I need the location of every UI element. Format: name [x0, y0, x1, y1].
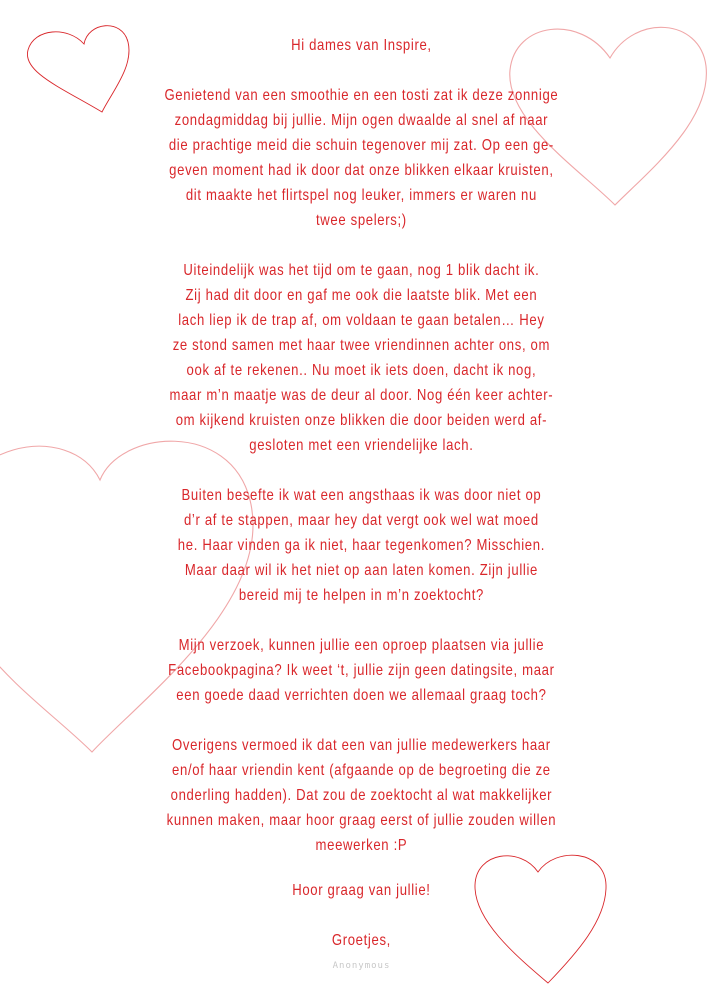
signoff: Groetjes, — [331, 932, 391, 949]
paragraph-line: Uiteindelijk was het tijd om te gaan, nog 1 blik dacht ik. — [183, 262, 540, 279]
paragraph-line: maar m’n maatje was de deur al door. Nog één keer achter- — [169, 387, 554, 404]
paragraph-line: bereid mij te helpen in m’n zoektocht? — [238, 587, 484, 604]
paragraph-line: gesloten met een vriendelijke lach. — [249, 437, 474, 454]
paragraph-line: een goede daad verrichten doen we allemaal graag toch? — [176, 687, 547, 704]
paragraph-line: meewerken :P — [315, 837, 408, 854]
paragraph-line: onderling hadden). Dat zou de zoektocht al wat makkelijker — [170, 787, 553, 804]
paragraph-line: die prachtige meid die schuin tegenover mij zat. Op een ge- — [168, 137, 554, 154]
closing-line: Hoor graag van jullie! — [292, 882, 431, 899]
paragraph-line: Maar daar wil ik het niet op aan laten komen. Zijn jullie — [184, 562, 538, 579]
paragraph-line: Facebookpagina? Ik weet ‘t, jullie zijn geen datingsite, maar — [168, 662, 555, 679]
paragraph-line: d’r af te stappen, maar hey dat vergt ook wel wat moed — [183, 512, 539, 529]
paragraph-line: om kijkend kruisten onze blikken die door beiden werd af- — [175, 412, 548, 429]
paragraph-line: en/of haar vriendin kent (afgaande op de begroeting die ze — [172, 762, 551, 779]
paragraph-line: geven moment had ik door dat onze blikken elkaar kruisten, — [169, 162, 554, 179]
signature: Anonymous — [332, 961, 391, 971]
paragraph-line: zondagmiddag bij jullie. Mijn ogen dwaalde al snel af naar — [174, 112, 549, 129]
paragraph-line: dit maakte het flirtspel nog leuker, immers er waren nu — [185, 187, 537, 204]
paragraph-line: Overigens vermoed ik dat een van jullie medewerkers haar — [172, 737, 551, 754]
paragraph-line: ze stond samen met haar twee vriendinnen achter ons, om — [172, 337, 551, 354]
paragraph-line: kunnen maken, maar hoor graag eerst of jullie zouden willen — [166, 812, 557, 829]
paragraph-line: Mijn verzoek, kunnen jullie een oproep plaatsen via jullie — [178, 637, 545, 654]
paragraph-line: ook af te rekenen.. Nu moet ik iets doen, dacht ik nog, — [186, 362, 537, 379]
paragraph-line: Zij had dit door en gaf me ook die laatste blik. Met een — [185, 287, 538, 304]
greeting: Hi dames van Inspire, — [291, 37, 432, 54]
paragraph-line: Buiten besefte ik wat een angsthaas ik was door niet op — [181, 487, 542, 504]
paragraph-line: lach liep ik de trap af, om voldaan te gaan betalen… Hey — [178, 312, 545, 329]
paragraph-line: he. Haar vinden ga ik niet, haar tegenkomen? Misschien. — [177, 537, 546, 554]
paragraph-line: Genietend van een smoothie en een tosti zat ik deze zonnige — [164, 87, 559, 104]
paragraph-line: twee spelers;) — [315, 212, 407, 229]
